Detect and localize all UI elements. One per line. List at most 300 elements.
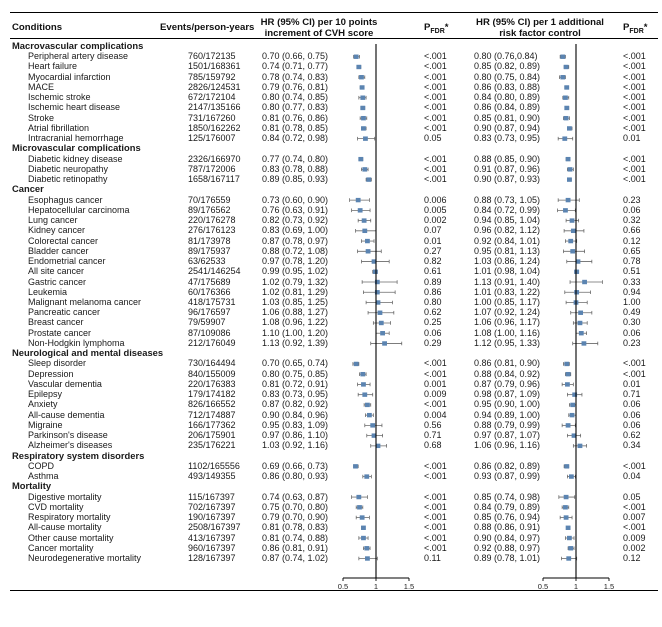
hr-rf-value: 0.85 (0.82, 0.89) [474, 61, 541, 72]
hr-rf-value: 0.86 (0.82, 0.89) [474, 460, 541, 471]
pfdr-rf-value: 0.51 [623, 266, 641, 277]
pfdr-cvh-value: 0.56 [424, 419, 442, 430]
hr-cvh-point [362, 229, 367, 233]
hr-rf-value: 0.95 (0.81, 1.13) [474, 245, 541, 256]
condition-name: Peripheral artery disease [28, 51, 129, 62]
hr-cvh-point [360, 106, 365, 110]
pfdr-rf-value: <.001 [623, 81, 646, 92]
condition-name: Colorectal cancer [28, 235, 99, 246]
pfdr-cvh-value: <.001 [424, 81, 447, 92]
hr-cvh-value: 0.82 (0.73, 0.92) [262, 215, 329, 226]
hr-rf-value: 0.86 (0.84, 0.89) [474, 102, 541, 113]
condition-name: Sleep disorder [28, 358, 87, 369]
hr-cvh-point [364, 474, 369, 478]
hr-cvh-point [357, 505, 362, 509]
hr-rf-value: 1.00 (0.85, 1.17) [474, 297, 541, 307]
hr-rf-point [567, 126, 572, 130]
pfdr-rf-value: 0.23 [623, 194, 641, 205]
pfdr-rf-value: <.001 [623, 122, 646, 133]
condition-name: Prostate cancer [28, 327, 92, 338]
condition-name: Lung cancer [28, 215, 78, 226]
hr-cvh-value: 0.81 (0.72, 0.91) [262, 378, 329, 389]
pfdr-star: * [444, 22, 449, 33]
hr-rf-value: 0.90 (0.87, 0.93) [474, 174, 541, 185]
hr-cvh-value: 0.84 (0.72, 0.98) [262, 133, 329, 144]
hr-rf-value: 1.06 (0.96, 1.16) [474, 440, 541, 451]
events-value: 190/167397 [188, 512, 236, 523]
hr-cvh-point [354, 362, 359, 366]
condition-name: Diabetic retinopathy [28, 174, 108, 185]
hr-rf-value: 1.07 (0.92, 1.24) [474, 307, 541, 318]
pfdr-rf-value: <.001 [623, 153, 646, 164]
hr-cvh-value: 0.86 (0.81, 0.91) [262, 542, 329, 553]
pfdr-rf-value: 0.06 [623, 399, 641, 410]
hr-cvh-value: 0.78 (0.74, 0.83) [262, 71, 329, 82]
hr-rf-value: 0.80 (0.75, 0.84) [474, 71, 541, 82]
pfdr-rf-value: 0.66 [623, 225, 641, 236]
conditions-header: Conditions [12, 22, 63, 33]
pfdr-rf-value: <.001 [623, 112, 646, 123]
condition-name: Bladder cancer [28, 245, 89, 256]
pfdr-cvh-value: <.001 [424, 122, 447, 133]
pfdr-p: P [424, 22, 431, 33]
hr-rf-point [563, 208, 568, 212]
hr-cvh-value: 0.81 (0.74, 0.88) [262, 532, 329, 543]
events-value: 418/175731 [188, 297, 236, 307]
pfdr-cvh-value: <.001 [424, 92, 447, 103]
hr-cvh-point [365, 403, 370, 407]
hr-rf-point [570, 218, 575, 222]
hr-cvh-point [362, 218, 367, 222]
hr-rf-value: 0.90 (0.84, 0.97) [474, 532, 541, 543]
hr-cvh-value: 1.08 (0.96, 1.22) [262, 317, 329, 328]
pfdr-rf-value: 0.32 [623, 215, 641, 226]
pfdr-rf-value: 0.05 [623, 491, 641, 502]
pfdr-p: P [623, 22, 630, 33]
events-value: 730/164494 [188, 358, 236, 369]
pfdr-rf-value: 0.23 [623, 337, 641, 348]
hr-rf-point [571, 229, 576, 233]
condition-name: Endometrial cancer [28, 256, 106, 267]
pfdr-cvh-value: <.001 [424, 71, 447, 82]
hr-rf-point [560, 55, 565, 59]
hr-cvh-header-line1: HR (95% CI) per 10 points [260, 17, 378, 28]
pfdr-cvh-value: 0.68 [424, 440, 442, 451]
events-value: 87/109086 [188, 327, 231, 338]
hr-cvh-point [366, 249, 371, 253]
x-tick-label: 1 [573, 582, 579, 591]
condition-name: Non-Hodgkin lymphoma [28, 337, 125, 348]
bottom-rule [10, 590, 658, 591]
events-value: 79/59907 [188, 317, 226, 328]
hr-rf-point [566, 556, 571, 560]
pfdr-cvh-value: <.001 [424, 491, 447, 502]
pfdr-rf-value: 0.34 [623, 440, 641, 451]
hr-rf-point [574, 290, 579, 294]
condition-name: All-cause mortality [28, 522, 102, 533]
hr-rf-value: 1.13 (0.91, 1.40) [474, 276, 541, 287]
pfdr-rf-value: 0.78 [623, 256, 641, 267]
category-label: Neurological and mental diseases [12, 347, 164, 359]
x-tick-label: 1.5 [403, 582, 415, 591]
condition-name: Atrial fibrillation [28, 122, 90, 133]
events-value: 89/175937 [188, 245, 231, 256]
hr-cvh-point [365, 239, 370, 243]
pfdr-cvh-value: 0.005 [424, 204, 447, 215]
condition-name: Myocardial infarction [28, 71, 111, 82]
pfdr-cvh-value: 0.80 [424, 297, 442, 307]
pfdr-rf-value: 1.00 [623, 297, 641, 307]
pfdr-sub: FDR [430, 27, 445, 35]
hr-rf-value: 1.06 (0.96, 1.17) [474, 317, 541, 328]
hr-rf-point [564, 106, 569, 110]
hr-rf-value: 1.08 (1.00, 1.16) [474, 327, 541, 338]
hr-cvh-value: 0.73 (0.60, 0.90) [262, 194, 329, 205]
condition-name: Heart failure [28, 61, 78, 72]
hr-cvh-value: 0.80 (0.74, 0.85) [262, 92, 329, 103]
hr-cvh-value: 0.81 (0.78, 0.85) [262, 122, 329, 133]
events-value: 60/176366 [188, 286, 231, 297]
hr-cvh-point [373, 270, 378, 274]
hr-rf-value: 1.01 (0.83, 1.22) [474, 286, 541, 297]
hr-cvh-value: 1.03 (0.92, 1.16) [262, 440, 329, 451]
events-value: 235/176221 [188, 440, 236, 451]
pfdr-cvh-value: 0.61 [424, 266, 442, 277]
condition-name: Parkinson's disease [28, 430, 108, 441]
pfdr-cvh-value: 0.009 [424, 389, 447, 400]
hr-rf-value: 0.95 (0.90, 1.00) [474, 399, 541, 410]
hr-cvh-point [378, 311, 383, 315]
hr-rf-point [569, 474, 574, 478]
events-value: 81/173978 [188, 235, 231, 246]
pfdr-cvh-value: 0.25 [424, 317, 442, 328]
hr-rf-point [567, 177, 572, 181]
hr-cvh-value: 0.81 (0.78, 0.83) [262, 522, 329, 533]
hr-rf-value: 0.83 (0.73, 0.95) [474, 133, 541, 144]
pfdr-rf-value: 0.06 [623, 409, 641, 420]
hr-cvh-value: 0.81 (0.76, 0.86) [262, 112, 329, 123]
category-label: Cancer [12, 183, 44, 195]
condition-name: Migraine [28, 419, 63, 430]
hr-rf-value: 0.88 (0.85, 0.90) [474, 153, 541, 164]
category-label: Mortality [12, 480, 52, 492]
events-value: 220/176278 [188, 215, 236, 226]
hr-cvh-value: 0.95 (0.83, 1.09) [262, 419, 329, 430]
hr-rf-point [563, 96, 568, 100]
hr-cvh-point [361, 536, 366, 540]
x-tick-label: 1.5 [603, 582, 615, 591]
hr-rf-value: 0.87 (0.79, 0.96) [474, 378, 541, 389]
condition-name: Neurodegenerative mortality [28, 553, 142, 563]
pfdr-rf-value: <.001 [623, 51, 646, 62]
pfdr-cvh-value: <.001 [424, 358, 447, 369]
hr-cvh-value: 0.86 (0.80, 0.93) [262, 471, 329, 482]
condition-name: Ischemic stroke [28, 92, 91, 103]
pfdr-cvh-value: <.001 [424, 542, 447, 553]
pfdr-rf-value: 0.30 [623, 317, 641, 328]
hr-cvh-value: 1.10 (1.00, 1.20) [262, 327, 329, 338]
condition-name: Cancer mortality [28, 542, 94, 553]
pfdr-rf-value: <.001 [623, 368, 646, 379]
hr-cvh-value: 0.99 (0.95, 1.02) [262, 266, 329, 277]
hr-rf-value: 0.97 (0.87, 1.07) [474, 430, 541, 441]
hr-rf-value: 0.88 (0.84, 0.92) [474, 368, 541, 379]
hr-rf-point [570, 413, 575, 417]
condition-name: Hepatocellular carcinoma [28, 204, 130, 215]
condition-name: Vascular dementia [28, 378, 102, 389]
hr-rf-value: 0.88 (0.86, 0.91) [474, 522, 541, 533]
events-value: 125/176007 [188, 133, 236, 144]
hr-rf-header-line1: HR (95% CI) per 1 additional [476, 17, 604, 28]
events-value: 115/167397 [188, 491, 235, 502]
pfdr-rf-value: 0.06 [623, 419, 641, 430]
hr-rf-value: 0.84 (0.79, 0.89) [474, 501, 541, 512]
hr-cvh-value: 0.87 (0.78, 0.97) [262, 235, 329, 246]
hr-cvh-point [367, 413, 372, 417]
hr-cvh-point [362, 167, 367, 171]
hr-rf-value: 0.92 (0.84, 1.01) [474, 235, 541, 246]
pfdr-cvh-value: <.001 [424, 51, 447, 62]
x-tick-label: 0.5 [537, 582, 549, 591]
hr-rf-point [564, 362, 569, 366]
pfdr-cvh-value: 0.71 [424, 430, 442, 441]
hr-cvh-value: 0.80 (0.77, 0.83) [262, 102, 329, 113]
pfdr-rf-value: 0.007 [623, 512, 646, 523]
hr-rf-point [582, 341, 587, 345]
pfdr-rf-value: 0.65 [623, 245, 641, 256]
hr-rf-value: 0.88 (0.73, 1.05) [474, 194, 541, 205]
hr-rf-value: 1.12 (0.95, 1.33) [474, 337, 541, 348]
pfdr-cvh-value: <.001 [424, 153, 447, 164]
events-value: 2326/166970 [188, 153, 241, 164]
condition-name: COPD [28, 460, 55, 471]
pfdr-rf-value: 0.002 [623, 542, 646, 553]
pfdr-cvh-value: <.001 [424, 471, 447, 482]
events-value: 787/172006 [188, 163, 236, 174]
hr-cvh-value: 0.88 (0.72, 1.08) [262, 245, 329, 256]
hr-cvh-value: 0.79 (0.70, 0.90) [262, 512, 329, 523]
events-value: 212/176049 [188, 337, 236, 348]
condition-name: All-cause dementia [28, 409, 105, 420]
hr-cvh-point [366, 177, 371, 181]
hr-rf-value: 0.94 (0.85, 1.04) [474, 215, 541, 226]
hr-cvh-point [356, 65, 361, 69]
condition-name: Ischemic heart disease [28, 102, 121, 113]
hr-cvh-point [353, 464, 358, 468]
events-value: 1501/168361 [188, 61, 241, 72]
events-value: 1102/165556 [188, 460, 240, 471]
x-tick-label: 0.5 [337, 582, 349, 591]
pfdr-cvh-value: <.001 [424, 532, 447, 543]
hr-cvh-value: 0.83 (0.73, 0.95) [262, 389, 329, 400]
hr-rf-point [568, 167, 573, 171]
hr-cvh-point [380, 331, 385, 335]
hr-rf-value: 0.89 (0.78, 1.01) [474, 553, 541, 563]
hr-rf-point [570, 403, 575, 407]
pfdr-cvh-value: 0.89 [424, 276, 442, 287]
hr-cvh-value: 1.02 (0.81, 1.29) [262, 286, 329, 297]
pfdr-rf-value: 0.06 [623, 327, 641, 338]
category-label: Respiratory system disorders [12, 449, 145, 461]
pfdr-rf-value: <.001 [623, 460, 646, 471]
hr-cvh-point [360, 96, 365, 100]
condition-name: Alzheimer's diseases [28, 440, 113, 451]
hr-cvh-value: 0.74 (0.71, 0.77) [262, 61, 329, 72]
hr-rf-value: 0.80 (0.76,0.84) [474, 51, 538, 62]
hr-rf-point [564, 65, 569, 69]
hr-rf-point [566, 157, 571, 161]
hr-rf-header-line2: risk factor control [499, 28, 581, 39]
pfdr-cvh-value: 0.86 [424, 286, 442, 297]
hr-rf-point [582, 280, 587, 284]
pfdr-cvh-value: <.001 [424, 460, 447, 471]
pfdr-cvh-value: 0.002 [424, 215, 447, 226]
condition-name: Epilepsy [28, 389, 63, 400]
hr-rf-point [578, 321, 583, 325]
pfdr-rf-value: <.001 [623, 102, 646, 113]
hr-cvh-point [360, 85, 365, 89]
pfdr-rf-value: 0.01 [623, 378, 641, 389]
x-tick-label: 1 [373, 582, 379, 591]
events-value: 89/176562 [188, 204, 231, 215]
hr-rf-value: 0.91 (0.87, 0.96) [474, 163, 541, 174]
hr-cvh-point [361, 382, 366, 386]
pfdr-cvh-value: <.001 [424, 163, 447, 174]
condition-name: Gastric cancer [28, 276, 87, 287]
events-value: 1850/162262 [188, 122, 241, 133]
hr-rf-point [564, 116, 569, 120]
pfdr-rf-value: 0.49 [623, 307, 641, 318]
hr-rf-point [562, 136, 567, 140]
pfdr-cvh-value: 0.01 [424, 235, 442, 246]
condition-name: Leukemia [28, 286, 68, 297]
hr-cvh-value: 0.89 (0.85, 0.93) [262, 174, 329, 185]
events-value: 2541/146254 [188, 266, 241, 277]
hr-cvh-value: 0.74 (0.63, 0.87) [262, 491, 329, 502]
condition-name: Anxiety [28, 399, 58, 410]
pfdr-sub: FDR [629, 27, 644, 35]
pfdr-cvh-value: 0.004 [424, 409, 447, 420]
hr-cvh-header-line2: increment of CVH score [264, 28, 374, 39]
events-value: 840/155009 [188, 368, 236, 379]
category-label: Microvascular complications [12, 142, 141, 154]
hr-rf-point [565, 382, 570, 386]
hr-cvh-point [363, 136, 368, 140]
hr-cvh-point [354, 55, 359, 59]
pfdr-rf-value: 0.01 [623, 133, 641, 144]
hr-rf-point [564, 515, 569, 519]
hr-rf-value: 0.84 (0.72, 0.99) [474, 204, 541, 215]
hr-cvh-value: 0.97 (0.78, 1.20) [262, 256, 329, 267]
events-value: 2826/124531 [188, 81, 241, 92]
hr-rf-point [566, 526, 571, 530]
hr-rf-value: 0.86 (0.81, 0.90) [474, 358, 541, 369]
hr-rf-point [567, 536, 572, 540]
hr-cvh-value: 0.69 (0.66, 0.73) [262, 460, 329, 471]
pfdr-rf-value: <.001 [623, 501, 646, 512]
condition-name: Digestive mortality [28, 491, 102, 502]
hr-cvh-value: 0.75 (0.70, 0.80) [262, 501, 329, 512]
pfdr-cvh-value: 0.29 [424, 337, 442, 348]
events-value: 179/174182 [188, 389, 236, 400]
events-value: 47/175689 [188, 276, 231, 287]
hr-rf-value: 0.88 (0.79, 0.99) [474, 419, 541, 430]
hr-cvh-value: 0.87 (0.82, 0.92) [262, 399, 329, 410]
pfdr-rf-value: 0.06 [623, 204, 641, 215]
hr-rf-value: 0.85 (0.74, 0.98) [474, 491, 541, 502]
hr-cvh-value: 0.83 (0.78, 0.88) [262, 163, 329, 174]
events-value: 96/176597 [188, 307, 231, 318]
pfdr-rf-value: 0.94 [623, 286, 641, 297]
events-value: 220/176383 [188, 378, 236, 389]
pfdr-rf-value: 0.71 [623, 389, 641, 400]
hr-cvh-value: 0.79 (0.76, 0.81) [262, 81, 329, 92]
pfdr-cvh-value: <.001 [424, 512, 447, 523]
hr-rf-point [578, 444, 583, 448]
condition-name: Other cause mortality [28, 532, 114, 543]
hr-cvh-point [365, 556, 370, 560]
hr-cvh-point [362, 392, 367, 396]
condition-name: Respiratory mortality [28, 512, 111, 523]
hr-cvh-point [360, 515, 365, 519]
hr-rf-point [566, 198, 571, 202]
condition-name: All site cancer [28, 266, 85, 277]
pfdr-rf-value: <.001 [623, 92, 646, 103]
hr-rf-point [574, 270, 579, 274]
condition-name: Diabetic kidney disease [28, 153, 123, 164]
condition-name: Asthma [28, 471, 59, 482]
pfdr-cvh-value: <.001 [424, 174, 447, 185]
pfdr-rf-value: 0.33 [623, 276, 641, 287]
condition-name: Pancreatic cancer [28, 307, 101, 318]
hr-rf-value: 0.84 (0.80, 0.89) [474, 92, 541, 103]
events-value: 413/167397 [188, 532, 236, 543]
events-value: 493/149355 [188, 471, 236, 482]
events-value: 785/159792 [188, 71, 236, 82]
hr-cvh-point [360, 372, 365, 376]
events-value: 702/167397 [188, 501, 236, 512]
hr-rf-point [563, 505, 568, 509]
pfdr-cvh-value: <.001 [424, 501, 447, 512]
events-value: 712/174887 [188, 409, 236, 420]
hr-cvh-value: 0.77 (0.74, 0.80) [262, 153, 329, 164]
hr-cvh-value: 0.87 (0.74, 1.02) [262, 553, 329, 563]
hr-cvh-value: 0.70 (0.65, 0.74) [262, 358, 329, 369]
pfdr-rf-value: 0.12 [623, 235, 641, 246]
hr-rf-value: 0.94 (0.89, 1.00) [474, 409, 541, 420]
hr-cvh-point [358, 157, 363, 161]
hr-rf-value: 0.98 (0.87, 1.09) [474, 389, 541, 400]
hr-cvh-point [370, 423, 375, 427]
condition-name: Depression [28, 368, 74, 379]
hr-cvh-point [361, 116, 366, 120]
events-value: 206/175901 [188, 430, 236, 441]
condition-name: Esophagus cancer [28, 194, 103, 205]
hr-cvh-value: 0.80 (0.75, 0.85) [262, 368, 329, 379]
hr-cvh-point [361, 526, 366, 530]
hr-cvh-point [382, 341, 387, 345]
hr-rf-value: 0.92 (0.88, 0.97) [474, 542, 541, 553]
events-header: Events/person-years [160, 22, 255, 33]
pfdr-cvh-value: 0.05 [424, 133, 442, 144]
events-value: 70/176559 [188, 194, 231, 205]
hr-rf-point [564, 85, 569, 89]
hr-cvh-value: 0.83 (0.69, 1.00) [262, 225, 329, 236]
hr-rf-value: 0.90 (0.87, 0.94) [474, 122, 541, 133]
hr-rf-point [568, 239, 573, 243]
pfdr-cvh-value: <.001 [424, 399, 447, 410]
hr-rf-value: 0.85 (0.76, 0.94) [474, 512, 541, 523]
